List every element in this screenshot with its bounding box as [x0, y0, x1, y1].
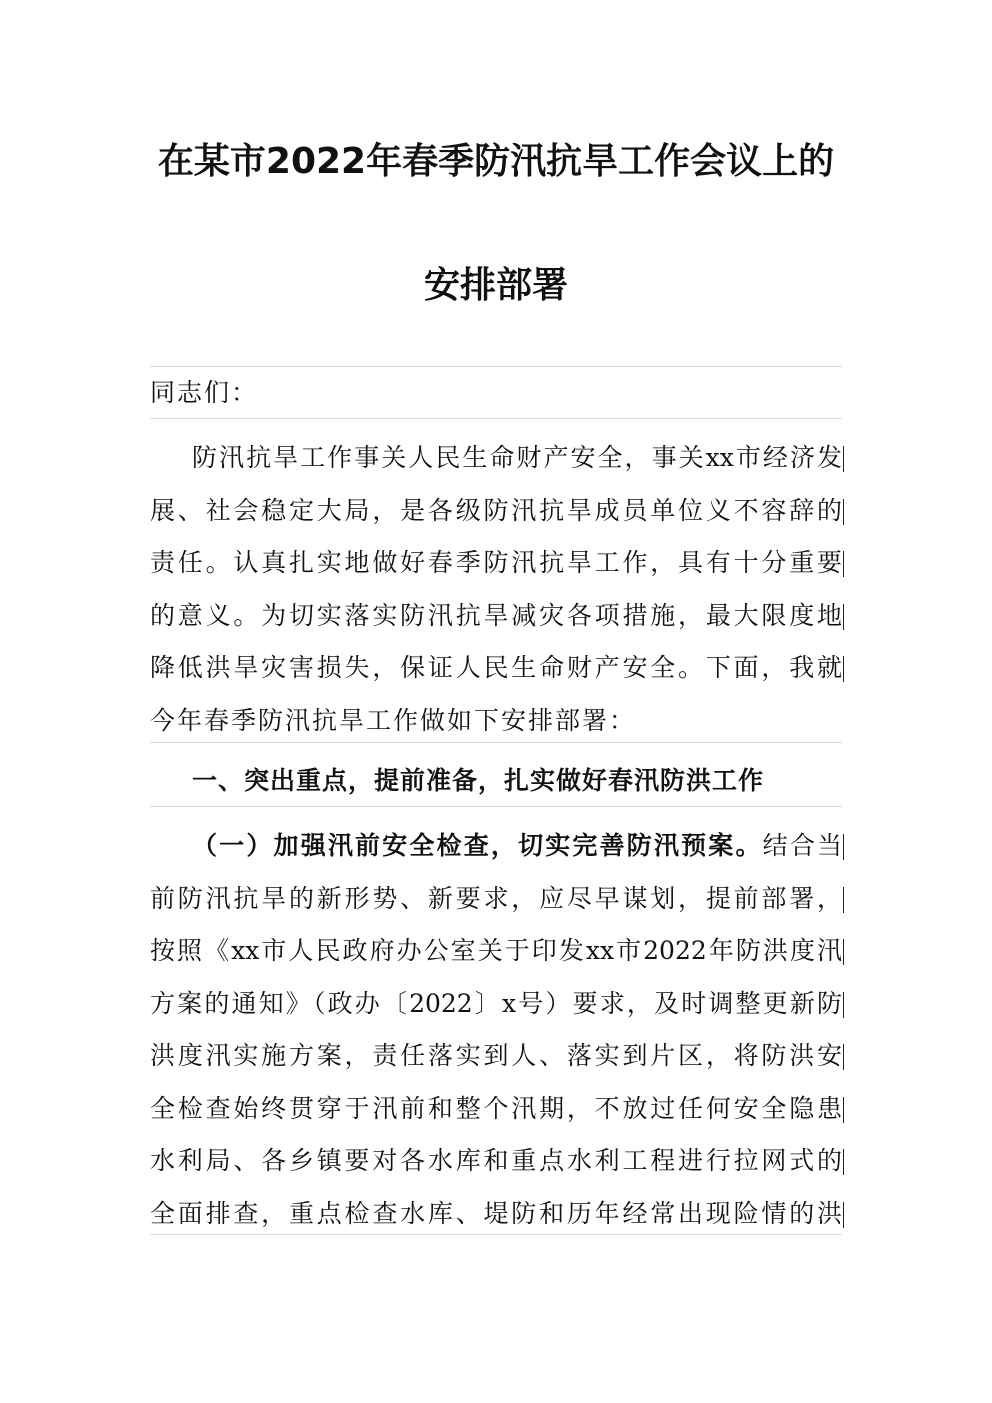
- paragraph-line: 洪度汛实施方案，责任落实到人、落实到片区，将防洪安: [150, 1030, 842, 1083]
- paragraph-line: 全面排查，重点检查水库、堤防和历年经常出现险情的洪: [150, 1188, 842, 1241]
- document-title-line-2: 安排部署: [423, 265, 568, 306]
- divider: [150, 806, 842, 807]
- paragraph-line: 前防汛抗旱的新形势、新要求，应尽早谋划，提前部署，: [150, 873, 842, 926]
- section-1-heading-block: [150, 755, 842, 807]
- paragraph-text: 结合当: [762, 831, 842, 860]
- paragraph-line: 全检查始终贯穿于汛前和整个汛期，不放过任何安全隐患: [150, 1083, 842, 1136]
- paragraph-line: 方案的通知》（政办〔2022〕x号）要求，及时调整更新防: [150, 978, 842, 1031]
- salutation: 同志们：: [150, 378, 259, 407]
- divider: [150, 418, 842, 419]
- salutation-block: [150, 367, 842, 420]
- paragraph-line: 水利局、各乡镇要对各水库和重点水利工程进行拉网式的: [150, 1135, 842, 1188]
- subsection-heading: （一）加强汛前安全检查，切实完善防汛预案。: [192, 831, 763, 860]
- paragraph-line: 的意义。为切实落实防汛抗旱减灾各项措施，最大限度地: [150, 590, 842, 643]
- paragraph-1: [150, 432, 842, 747]
- divider: [150, 742, 842, 743]
- document-title-line-1: 在某市2022年春季防汛抗旱工作会议上的: [157, 141, 835, 182]
- paragraph-line: 责任。认真扎实地做好春季防汛抗旱工作，具有十分重要: [150, 537, 842, 590]
- section-heading: 一、突出重点，提前准备，扎实做好春汛防洪工作: [192, 766, 765, 795]
- divider: [150, 1234, 842, 1235]
- paragraph-line: 按照《xx市人民政府办公室关于印发xx市2022年防洪度汛: [150, 925, 842, 978]
- paragraph-line: 今年春季防汛抗旱工作做如下安排部署：: [150, 705, 637, 735]
- paragraph-line: 展、社会稳定大局，是各级防汛抗旱成员单位义不容辞的: [150, 485, 842, 538]
- paragraph-line: 防汛抗旱工作事关人民生命财产安全，事关xx市经济发: [150, 432, 842, 485]
- paragraph-line: [150, 820, 842, 873]
- paragraph-line: 降低洪旱灾害损失，保证人民生命财产安全。下面，我就: [150, 642, 842, 695]
- subsection-1: [150, 820, 842, 1240]
